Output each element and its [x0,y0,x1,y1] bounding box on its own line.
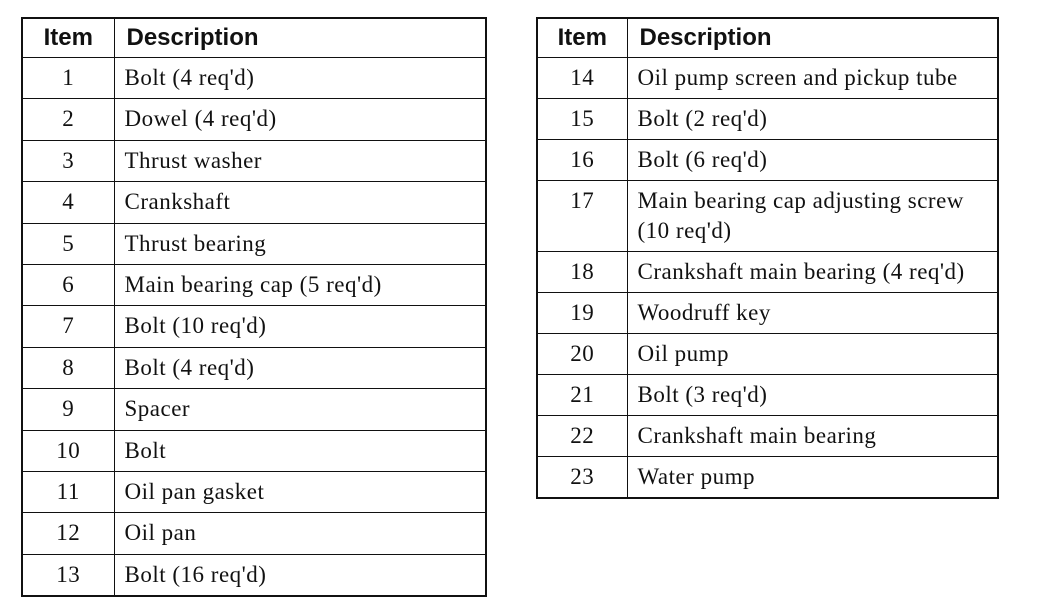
item-number: 12 [22,513,114,554]
item-number: 16 [537,140,627,181]
item-number: 18 [537,252,627,293]
item-description: Main bearing cap adjusting screw (10 req'd) [627,181,998,252]
item-number: 15 [537,99,627,140]
item-description: Oil pan [114,513,486,554]
table-row [537,99,998,140]
table-row [537,457,998,499]
item-number: 23 [537,457,627,499]
item-number: 10 [22,430,114,471]
item-number: 4 [22,182,114,223]
item-number: 19 [537,293,627,334]
table-row [537,416,998,457]
item-header: Item [537,18,627,58]
item-number: 11 [22,471,114,512]
table-row [22,223,486,264]
item-description: Crankshaft [114,182,486,223]
table-row [22,347,486,388]
table-row [537,58,998,99]
table-row [22,58,486,99]
item-description: Thrust washer [114,140,486,181]
item-number: 20 [537,334,627,375]
header-row [537,18,998,58]
item-number: 6 [22,264,114,305]
item-number: 14 [537,58,627,99]
item-number: 7 [22,306,114,347]
item-description: Bolt [114,430,486,471]
item-number: 22 [537,416,627,457]
item-description: Crankshaft main bearing [627,416,998,457]
item-description: Bolt (3 req'd) [627,375,998,416]
item-description: Bolt (6 req'd) [627,140,998,181]
header-row [22,18,486,58]
table-row [537,375,998,416]
table-row [22,306,486,347]
table-row [537,293,998,334]
item-number: 8 [22,347,114,388]
table-row [22,264,486,305]
item-number: 5 [22,223,114,264]
item-description: Bolt (4 req'd) [114,347,486,388]
item-description: Bolt (2 req'd) [627,99,998,140]
item-description: Main bearing cap (5 req'd) [114,264,486,305]
description-header: Description [627,18,998,58]
item-description: Bolt (10 req'd) [114,306,486,347]
item-description: Thrust bearing [114,223,486,264]
item-header: Item [22,18,114,58]
item-description: Oil pump [627,334,998,375]
item-number: 9 [22,389,114,430]
table-row [22,513,486,554]
item-number: 21 [537,375,627,416]
parts-table-right [536,17,999,499]
table-row [537,140,998,181]
item-description: Oil pan gasket [114,471,486,512]
item-description: Bolt (16 req'd) [114,554,486,596]
item-number: 1 [22,58,114,99]
item-number: 2 [22,99,114,140]
table-row [22,471,486,512]
item-number: 3 [22,140,114,181]
table-row [22,554,486,596]
table-row [537,252,998,293]
item-description: Bolt (4 req'd) [114,58,486,99]
table-row [22,140,486,181]
item-description: Spacer [114,389,486,430]
item-description: Dowel (4 req'd) [114,99,486,140]
table-row [537,334,998,375]
table-row [22,430,486,471]
table-row [22,99,486,140]
item-number: 17 [537,181,627,252]
table-row [22,389,486,430]
item-description: Woodruff key [627,293,998,334]
description-header: Description [114,18,486,58]
parts-table-left [21,17,487,597]
item-number: 13 [22,554,114,596]
table-row [537,181,998,252]
item-description: Water pump [627,457,998,499]
item-description: Crankshaft main bearing (4 req'd) [627,252,998,293]
item-description: Oil pump screen and pickup tube [627,58,998,99]
table-row [22,182,486,223]
